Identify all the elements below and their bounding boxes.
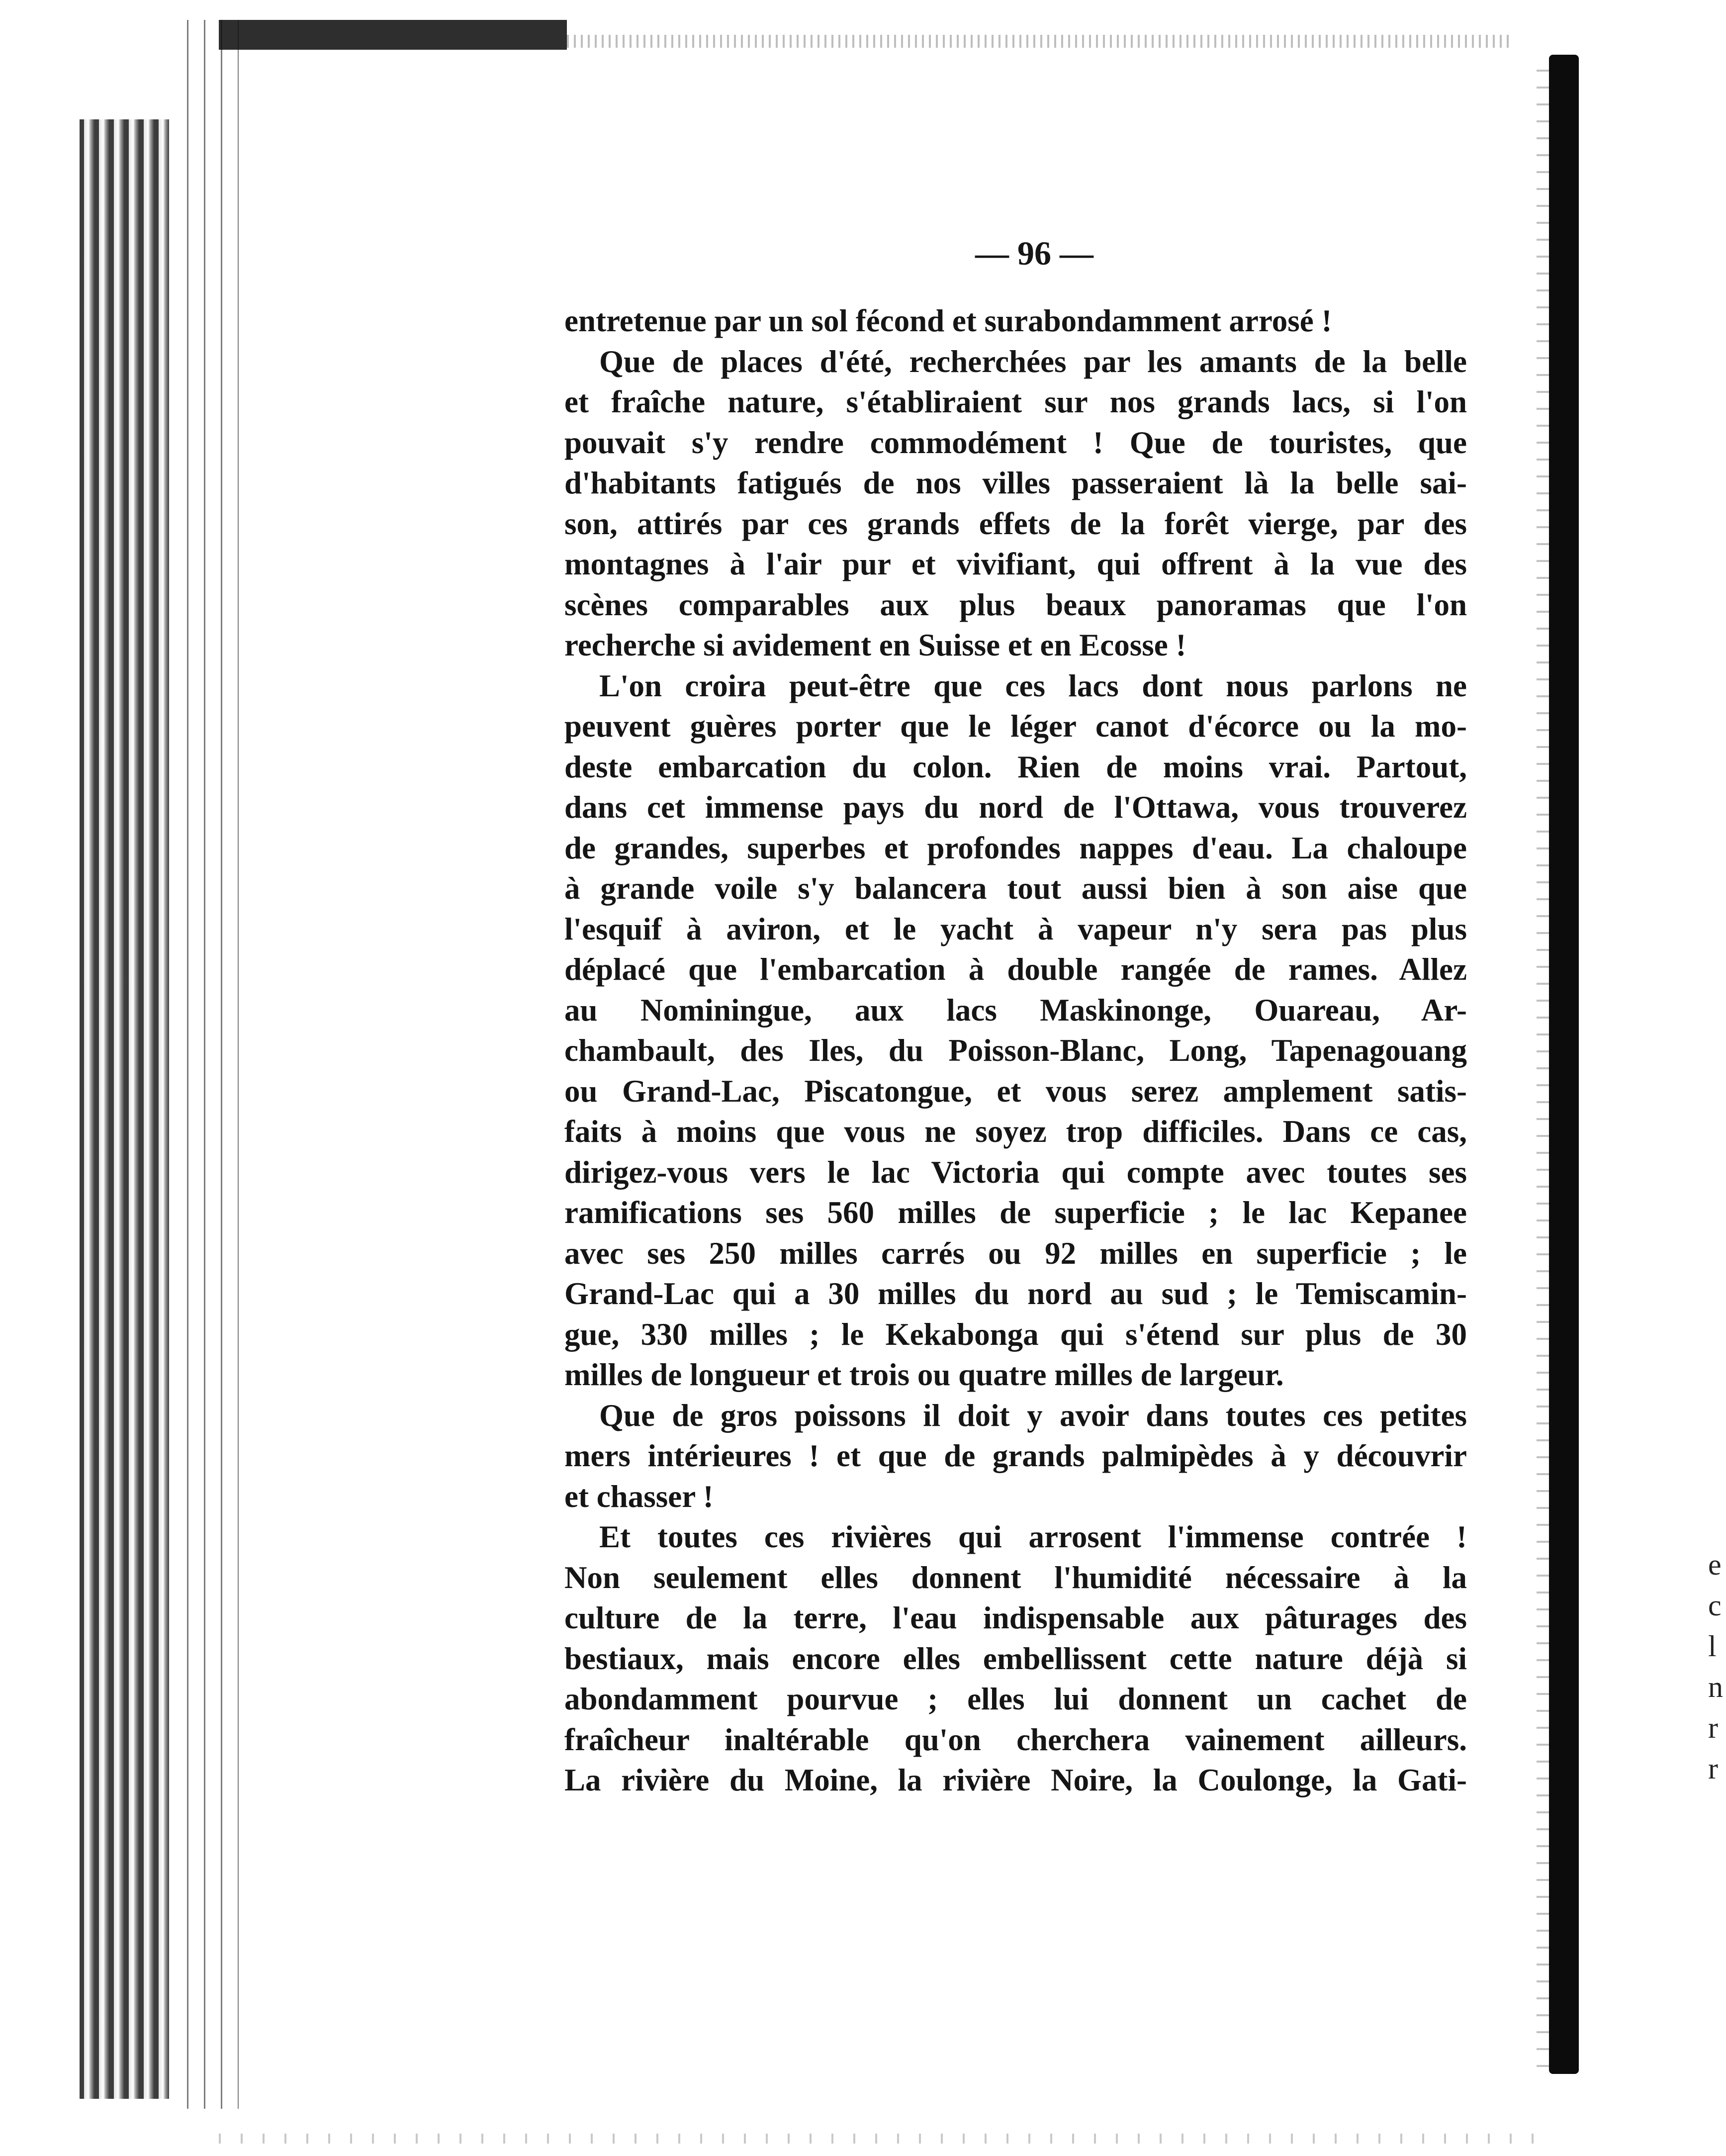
fragment-letter: e: [1708, 1548, 1722, 1581]
scan-noise-bottom: [199, 2134, 1542, 2144]
text-line: Que de gros poissons il doit y avoir dans toutes ces petites: [599, 1398, 1467, 1433]
text-line: L'on croira peut-être que ces lacs dont nous parlons ne: [599, 668, 1467, 703]
text-line: entretenue par un sol fécond et surabondamment arrosé !: [564, 303, 1332, 338]
text-line: abondamment pourvue ; elles lui donnent un cachet de: [564, 1682, 1467, 1716]
paragraph-3: [564, 666, 1467, 1396]
text-line: fraîcheur inaltérable qu'on cherchera vainement ailleurs.: [564, 1722, 1467, 1757]
paragraph-2: [564, 342, 1467, 666]
text-line: peuvent guères porter que le léger canot d'écorce ou la mo-: [564, 709, 1467, 744]
scan-shadow-right: [1549, 55, 1579, 2074]
text-line: et fraîche nature, s'établiraient sur nos grands lacs, si l'on: [564, 384, 1467, 419]
text-line: Non seulement elles donnent l'humidité nécessaire à la: [564, 1560, 1467, 1595]
text-line: gue, 330 milles ; le Kekabonga qui s'étend sur plus de 30: [564, 1316, 1467, 1352]
text-line: avec ses 250 milles carrés ou 92 milles en superficie ; le: [564, 1235, 1467, 1271]
text-line: culture de la terre, l'eau indispensable aux pâturages des: [564, 1600, 1467, 1635]
text-line: de grandes, superbes et profondes nappes d'eau. La chaloupe: [564, 830, 1467, 865]
paragraph-5: [564, 1517, 1467, 1801]
text-line: La rivière du Moine, la rivière Noire, la Coulonge, la Gati-: [564, 1763, 1467, 1797]
text-line: ramifications ses 560 milles de superficie ; le lac Kepanee: [564, 1195, 1467, 1230]
text-line: à grande voile s'y balancera tout aussi bien à son aise que: [564, 871, 1467, 906]
text-line: Grand-Lac qui a 30 milles du nord au sud ; le Temiscamin-: [564, 1276, 1467, 1311]
paragraph-4: [564, 1396, 1467, 1517]
text-line: dirigez-vous vers le lac Victoria qui compte avec toutes ses: [564, 1154, 1467, 1190]
scan-shadow-left: [80, 119, 169, 2099]
scan-noise-top: [567, 35, 1512, 48]
text-line: au Nominingue, aux lacs Maskinonge, Ouareau, Ar-: [564, 992, 1467, 1028]
fragment-letter: c: [1708, 1589, 1722, 1622]
scan-shadow-top: [219, 20, 567, 50]
text-line: Que de places d'été, recherchées par les amants de la belle: [599, 344, 1467, 379]
text-line: bestiaux, mais encore elles embellissent cette nature déjà si: [564, 1641, 1467, 1676]
text-line: chambault, des Iles, du Poisson-Blanc, Long, Tapenagouang: [564, 1033, 1467, 1068]
fragment-letter: r: [1708, 1752, 1718, 1785]
page-number: — 96 —: [975, 234, 1093, 272]
text-line: d'habitants fatigués de nos villes passeraient là la belle sai-: [564, 466, 1467, 500]
text-line: montagnes à l'air pur et vivifiant, qui offrent à la vue des: [564, 547, 1467, 581]
text-line: Et toutes ces rivières qui arrosent l'immense contrée !: [599, 1519, 1467, 1554]
adjacent-page-fragment: [1708, 1544, 1726, 1789]
page-body: [564, 301, 1467, 1801]
text-line: deste embarcation du colon. Rien de moins vrai. Partout,: [564, 749, 1467, 784]
text-line: son, attirés par ces grands effets de la forêt vierge, par des: [564, 506, 1467, 541]
text-line: dans cet immense pays du nord de l'Ottawa, vous trouverez: [564, 790, 1467, 825]
text-line: milles de longueur et trois ou quatre milles de largeur.: [564, 1357, 1284, 1392]
text-line: pouvait s'y rendre commodément ! Que de touristes, que: [564, 425, 1467, 460]
fragment-letter: n: [1708, 1671, 1723, 1703]
fragment-letter: l: [1708, 1630, 1717, 1663]
text-line: ou Grand-Lac, Piscatongue, et vous serez amplement satis-: [564, 1073, 1467, 1109]
text-line: déplacé que l'embarcation à double rangée de rames. Allez: [564, 952, 1467, 987]
text-line: l'esquif à aviron, et le yacht à vapeur n'y sera pas plus: [564, 911, 1467, 946]
paragraph-1: [564, 301, 1467, 342]
text-line: et chasser !: [564, 1479, 714, 1514]
fragment-letter: r: [1708, 1711, 1718, 1744]
scan-gutter-lines: [179, 20, 239, 2109]
text-line: recherche si avidement en Suisse et en Ecosse !: [564, 628, 1186, 662]
text-line: mers intérieures ! et que de grands palmipèdes à y découvrir: [564, 1438, 1467, 1473]
text-line: scènes comparables aux plus beaux panoramas que l'on: [564, 587, 1467, 622]
text-line: faits à moins que vous ne soyez trop difficiles. Dans ce cas,: [564, 1114, 1467, 1149]
